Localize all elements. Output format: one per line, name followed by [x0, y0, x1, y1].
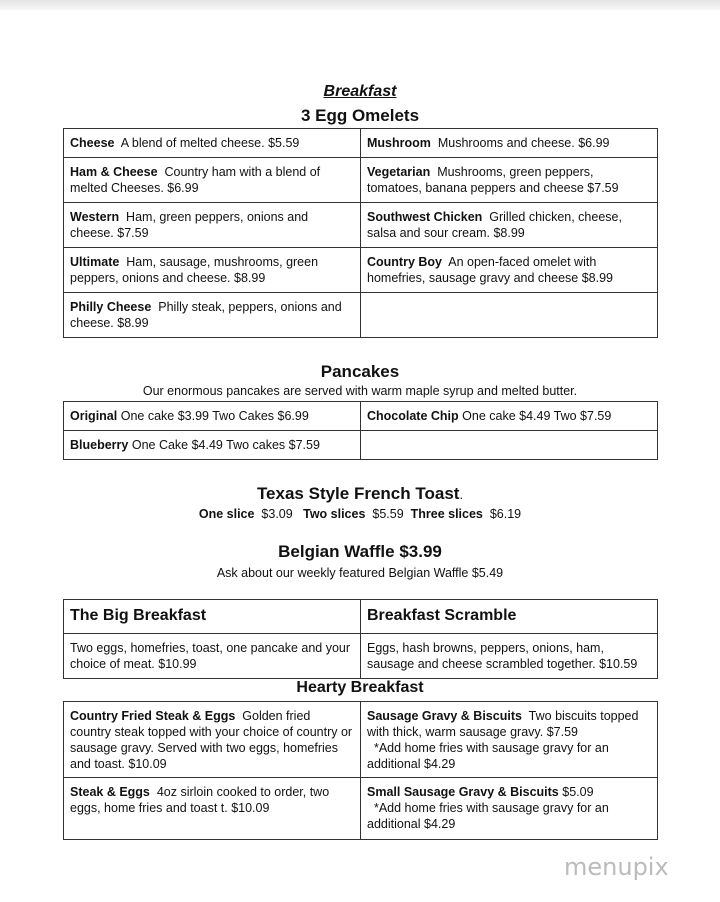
menu-item — [361, 129, 658, 158]
menu-item — [64, 158, 361, 203]
scramble-title: Breakfast Scramble — [361, 600, 658, 634]
menu-item — [64, 402, 361, 431]
item-name: Blueberry — [70, 438, 129, 452]
page-title: Breakfast — [323, 83, 397, 100]
menu-item — [361, 248, 658, 293]
item-name: Chocolate Chip — [367, 409, 459, 423]
french-toast-title: Texas Style French Toast — [256, 484, 460, 503]
french-toast-suffix: . — [459, 487, 464, 502]
menu-item — [64, 129, 361, 158]
item-desc: An open-faced omelet with homefries, sausage gravy and cheese $8.99 — [367, 255, 613, 285]
item-name: Small Sausage Gravy & Biscuits — [367, 785, 559, 799]
item-name: Steak & Eggs — [70, 785, 150, 799]
scramble-desc: Eggs, hash browns, peppers, onions, ham, sausage and cheese scrambled together. $10.59 — [361, 634, 658, 679]
item-desc: One cake $4.49 Two $7.59 — [462, 409, 612, 423]
item-name: Sausage Gravy & Biscuits — [367, 709, 522, 723]
menu-item — [361, 702, 658, 778]
item-name: Cheese — [70, 136, 115, 150]
top-shadow — [0, 0, 720, 10]
item-desc: One cake $3.99 Two Cakes $6.99 — [120, 409, 309, 423]
item-desc: Mushrooms, green peppers, tomatoes, banana peppers and cheese $7.59 — [367, 165, 619, 195]
item-name: Southwest Chicken — [367, 210, 483, 224]
item-name: Country Boy — [367, 255, 442, 269]
item-name: Country Fried Steak & Eggs — [70, 709, 236, 723]
three-slices-price: $6.19 — [489, 507, 522, 521]
french-toast-heading — [0, 484, 720, 504]
menu-item — [64, 431, 361, 460]
item-note: *Add home fries with sausage gravy for an additional $4.29 — [367, 801, 609, 831]
one-slice-label: One slice — [198, 507, 255, 521]
pancakes-table — [63, 401, 658, 460]
omelets-heading: 3 Egg Omelets — [300, 106, 420, 125]
menu-item — [64, 203, 361, 248]
item-note: *Add home fries with sausage gravy for an additional $4.29 — [367, 741, 609, 771]
item-name: Ham & Cheese — [70, 165, 158, 179]
menu-item — [361, 402, 658, 431]
hearty-heading: Hearty Breakfast — [296, 679, 424, 696]
item-desc: Two biscuits topped with thick, warm sausage gravy. $7.59 — [367, 709, 639, 739]
two-slices-label: Two slices — [303, 507, 366, 521]
item-name: Original — [70, 409, 118, 423]
menu-item — [64, 293, 361, 338]
menu-item — [361, 203, 658, 248]
hearty-table — [63, 701, 658, 840]
item-desc: 4oz sirloin cooked to order, two eggs, home fries and toast t. $10.09 — [70, 785, 330, 815]
item-desc: Ham, sausage, mushrooms, green peppers, onions and cheese. $8.99 — [70, 255, 319, 285]
menupix-watermark: menupix — [564, 853, 669, 881]
item-desc: Country ham with a blend of melted Cheeses. $6.99 — [70, 165, 321, 195]
item-name: Western — [70, 210, 120, 224]
item-desc: Philly steak, peppers, onions and cheese. $8.99 — [70, 300, 342, 330]
item-desc: Ham, green peppers, onions and cheese. $7.59 — [70, 210, 309, 240]
three-slices-label: Three slices — [410, 507, 483, 521]
waffle-heading: Belgian Waffle $3.99 — [278, 542, 442, 561]
item-name: Philly Cheese — [70, 300, 152, 314]
item-name: Mushroom — [367, 136, 431, 150]
big-breakfast-desc: Two eggs, homefries, toast, one pancake and your choice of meat. $10.99 — [64, 634, 361, 679]
waffle-note: Ask about our weekly featured Belgian Waffle $5.49 — [216, 566, 504, 580]
pancakes-heading: Pancakes — [320, 362, 400, 381]
big-breakfast-table — [63, 599, 658, 679]
menu-item — [361, 778, 658, 840]
menu-item — [64, 702, 361, 778]
empty-cell — [361, 431, 658, 460]
two-slices-price: $5.59 — [372, 507, 404, 521]
item-desc: $5.09 — [562, 785, 594, 799]
item-desc: Golden fried country steak topped with your choice of country or sausage gravy. Served with two eggs, homefries and toast. $10.09 — [70, 709, 353, 771]
item-name: Ultimate — [70, 255, 120, 269]
empty-cell — [361, 293, 658, 338]
item-desc: Grilled chicken, cheese, salsa and sour cream. $8.99 — [367, 210, 622, 240]
menu-item — [64, 778, 361, 840]
item-desc: A blend of melted cheese. $5.59 — [120, 136, 300, 150]
big-breakfast-title: The Big Breakfast — [64, 600, 361, 634]
item-name: Vegetarian — [367, 165, 431, 179]
menu-item — [361, 158, 658, 203]
menu-item — [64, 248, 361, 293]
item-desc: One Cake $4.49 Two cakes $7.59 — [131, 438, 320, 452]
one-slice-price: $3.09 — [261, 507, 293, 521]
omelets-table — [63, 128, 658, 338]
item-desc: Mushrooms and cheese. $6.99 — [437, 136, 610, 150]
french-toast-prices — [0, 507, 720, 521]
pancakes-subtitle: Our enormous pancakes are served with warm maple syrup and melted butter. — [142, 384, 578, 398]
